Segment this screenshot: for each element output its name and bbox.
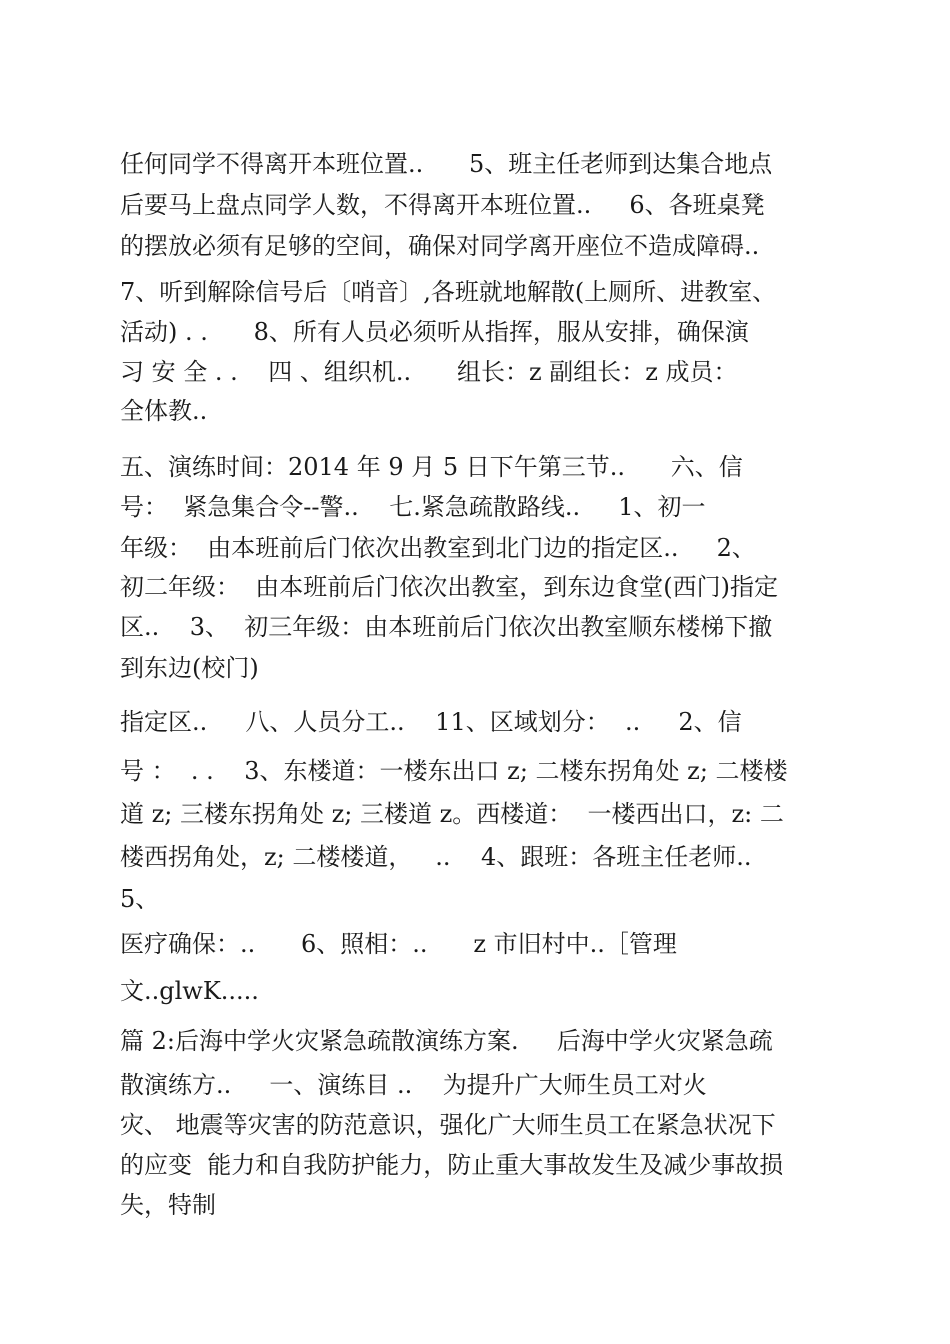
text-line: 初二年级： 由本班前后门依次出教室，到东边食堂(西门)指定: [120, 573, 778, 601]
text-line: 指定区.. 八、人员分工.. 11、区域划分： .. 2、信: [120, 708, 742, 736]
text-line: 区.. 3、 初三年级：由本班前后门依次出教室顺东楼梯下撤: [120, 613, 773, 641]
text-line: 道 z; 三楼东拐角处 z; 三楼道 z。西楼道： 一楼西出口，z: 二: [120, 800, 784, 828]
text-line: 后要马上盘点同学人数，不得离开本班位置.. 6、各班桌凳: [120, 191, 765, 219]
text-line: 篇 2:后海中学火灾紧急疏散演练方案. 后海中学火灾紧急疏: [120, 1027, 773, 1055]
text-line: 5、: [120, 885, 160, 913]
text-line: 失，特制: [120, 1191, 216, 1219]
text-line: 号 ： . . 3、东楼道：一楼东出口 z; 二楼东拐角处 z; 二楼楼: [120, 757, 788, 785]
text-line: 到东边(校门): [120, 654, 259, 682]
text-line: 号： 紧急集合令--警.. 七.紧急疏散路线.. 1、初一: [120, 493, 706, 521]
text-line: 任何同学不得离开本班位置.. 5、班主任老师到达集合地点: [120, 150, 773, 178]
text-line: 习 安 全 . . 四 、组织机.. 组长：z 副组长：z 成员：: [120, 358, 738, 386]
text-line: 医疗确保：.. 6、照相：.. z 市旧村中..［管理: [120, 930, 677, 958]
text-line: 活动) . . 8、所有人员必须听从指挥，服从安排，确保演: [120, 318, 749, 346]
text-line: 全体教..: [120, 397, 208, 425]
text-line: 的应变 能力和自我防护能力，防止重大事故发生及减少事故损: [120, 1151, 784, 1179]
text-line: 散演练方.. 一、演练目 .. 为提升广大师生员工对火: [120, 1071, 707, 1099]
text-line: 文..glwK.....: [120, 977, 259, 1005]
text-line: 五、演练时间：2014 年 9 月 5 日下午第三节.. 六、信: [120, 453, 743, 481]
text-line: 灾、 地震等灾害的防范意识，强化广大师生员工在紧急状况下: [120, 1111, 776, 1139]
text-line: 年级： 由本班前后门依次出教室到北门边的指定区.. 2、: [120, 534, 756, 562]
text-line: 的摆放必须有足够的空间，确保对同学离开座位不造成障碍..: [120, 232, 760, 260]
text-line: 7、听到解除信号后〔哨音〕,各班就地解散(上厕所、进教室、: [120, 278, 777, 306]
text-line: 楼西拐角处，z; 二楼楼道， .. 4、跟班：各班主任老师..: [120, 843, 752, 871]
